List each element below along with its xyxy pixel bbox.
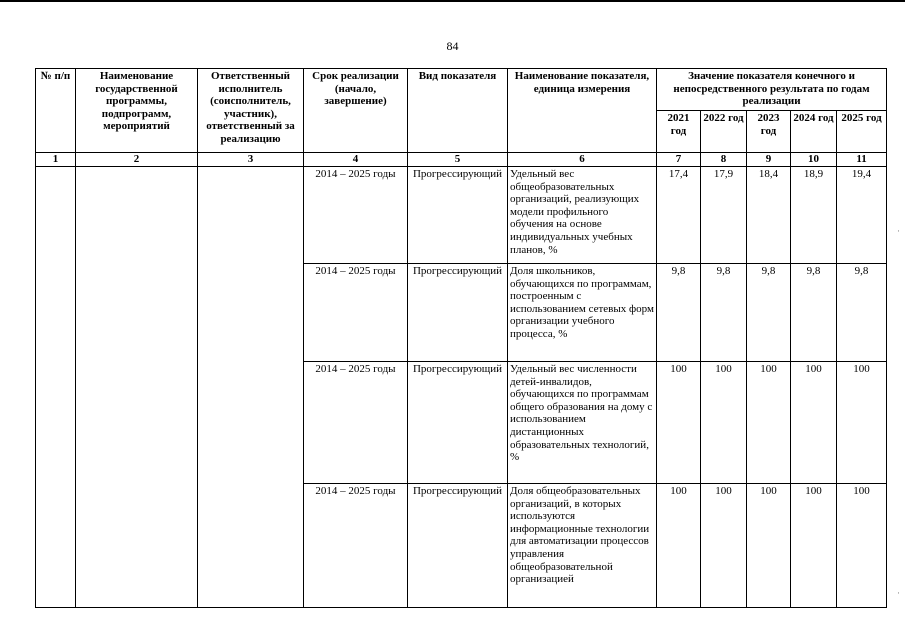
header-year-2024: 2024 год (791, 111, 837, 153)
type-cell: Прогрессирующий (408, 167, 508, 264)
term-cell: 2014 – 2025 годы (304, 484, 408, 608)
column-number: 5 (408, 153, 508, 167)
value-cell: 19,4 (837, 167, 887, 264)
header-year-2021: 2021 год (657, 111, 701, 153)
indicator-cell: Удельный вес общеобразовательных организаций, реализующих модели профильного обучения на основе индивидуальных учебных планов, % (508, 167, 657, 264)
value-cell: 9,8 (701, 264, 747, 362)
column-number: 11 (837, 153, 887, 167)
value-cell: 100 (747, 484, 791, 608)
indicator-cell: Удельный вес численности детей-инвалидов, обучающихся по программам общего образования на дому с использованием дистанционных образовательных технологий, % (508, 362, 657, 484)
column-number: 9 (747, 153, 791, 167)
empty-cell-program (76, 167, 198, 608)
term-cell: 2014 – 2025 годы (304, 264, 408, 362)
page-number: 84 (446, 39, 459, 53)
value-cell: 100 (837, 484, 887, 608)
value-cell: 100 (657, 362, 701, 484)
empty-cell-executor (198, 167, 304, 608)
column-number: 3 (198, 153, 304, 167)
value-cell: 18,4 (747, 167, 791, 264)
column-number: 1 (36, 153, 76, 167)
value-cell: 17,9 (701, 167, 747, 264)
value-cell: 100 (657, 484, 701, 608)
type-cell: Прогрессирующий (408, 264, 508, 362)
header-year-2025: 2025 год (837, 111, 887, 153)
header-col-indicator: Наименование показателя, единица измерения (508, 69, 657, 153)
scan-mark: · (897, 226, 900, 236)
column-number: 7 (657, 153, 701, 167)
value-cell: 18,9 (791, 167, 837, 264)
column-number: 6 (508, 153, 657, 167)
header-col-program: Наименование государственной программы, подпрограмм, мероприятий (76, 69, 198, 153)
column-number: 8 (701, 153, 747, 167)
indicators-table (35, 68, 887, 608)
table-row (36, 167, 887, 264)
indicator-cell: Доля общеобразовательных организаций, в которых используются информационные технологии для автоматизации процессов управления общеобразовательной организацией (508, 484, 657, 608)
indicator-cell: Доля школьников, обучающихся по программам, построенным с использованием сетевых форм организации учебного процесса, % (508, 264, 657, 362)
header-col-executor: Ответственный исполнитель (соисполнитель, участник), ответственный за реализацию (198, 69, 304, 153)
value-cell: 100 (791, 484, 837, 608)
value-cell: 9,8 (657, 264, 701, 362)
scan-mark: · (897, 588, 900, 598)
value-cell: 9,8 (837, 264, 887, 362)
value-cell: 100 (747, 362, 791, 484)
value-cell: 100 (701, 484, 747, 608)
term-cell: 2014 – 2025 годы (304, 362, 408, 484)
type-cell: Прогрессирующий (408, 362, 508, 484)
header-col-number: № п/п (36, 69, 76, 153)
column-number: 4 (304, 153, 408, 167)
term-cell: 2014 – 2025 годы (304, 167, 408, 264)
value-cell: 17,4 (657, 167, 701, 264)
value-cell: 100 (837, 362, 887, 484)
header-col-term: Срок реализации (начало, завершение) (304, 69, 408, 153)
header-year-2023: 2023 год (747, 111, 791, 153)
top-border-line (0, 0, 905, 2)
column-number: 2 (76, 153, 198, 167)
value-cell: 9,8 (747, 264, 791, 362)
type-cell: Прогрессирующий (408, 484, 508, 608)
header-year-2022: 2022 год (701, 111, 747, 153)
header-col-type: Вид показателя (408, 69, 508, 153)
column-number: 10 (791, 153, 837, 167)
value-cell: 100 (701, 362, 747, 484)
value-cell: 100 (791, 362, 837, 484)
empty-cell-number (36, 167, 76, 608)
header-col-values-group: Значение показателя конечного и непосредственного результата по годам реализации (657, 69, 887, 111)
value-cell: 9,8 (791, 264, 837, 362)
